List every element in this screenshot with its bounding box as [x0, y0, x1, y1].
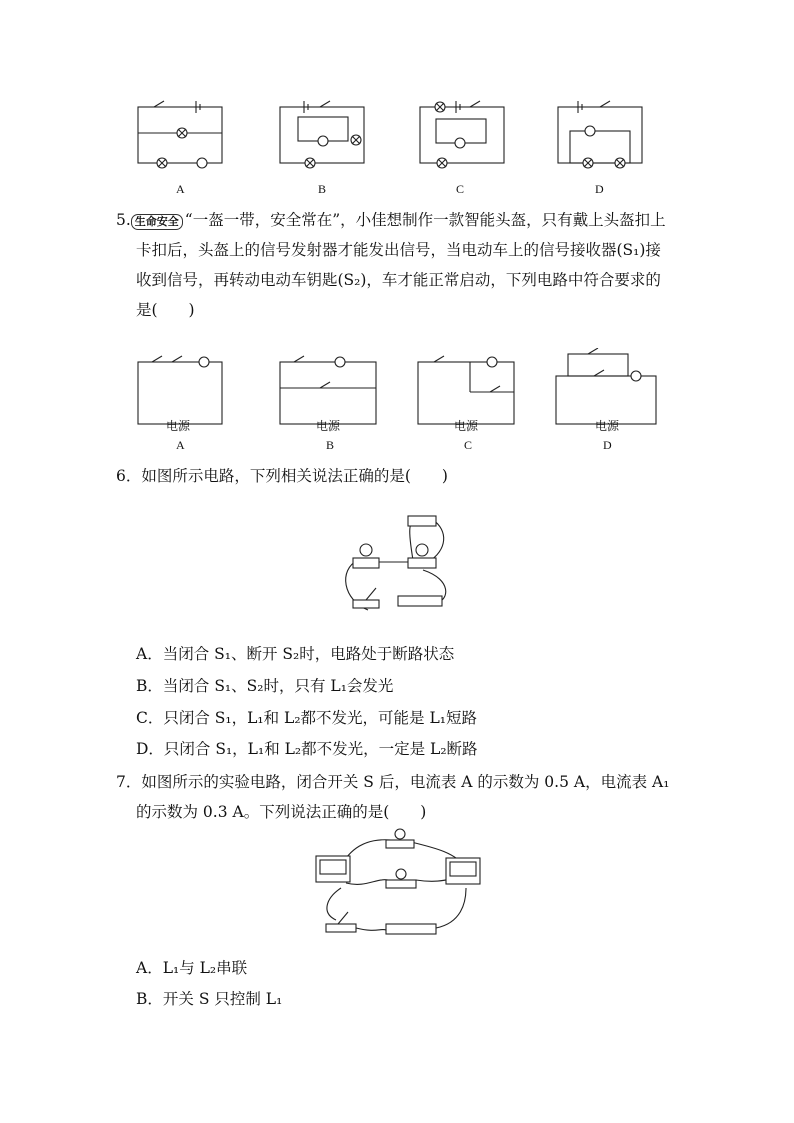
- q5-text: [116, 205, 686, 325]
- q7-option-b: B．开关 S 只控制 L₁: [136, 990, 283, 1008]
- q4-label-b: B: [318, 182, 327, 196]
- q5-power-b: 电源: [316, 419, 341, 433]
- q5-line4: 是( ): [136, 301, 195, 319]
- q4-label-d: D: [595, 182, 604, 196]
- q6-option-d: D．只闭合 S₁，L₁和 L₂都不发光，一定是 L₂断路: [136, 740, 478, 758]
- q4-circuit-figures: [130, 95, 650, 205]
- q5-power-c: 电源: [454, 419, 479, 433]
- q4-label-a: A: [176, 182, 185, 196]
- q5-label-a: A: [176, 438, 185, 452]
- q6-option-c: C．只闭合 S₁，L₁和 L₂都不发光，可能是 L₁短路: [136, 709, 477, 727]
- q5-label-b: B: [326, 438, 335, 452]
- q7-stem: [116, 767, 686, 827]
- q5-number: 5.: [116, 211, 131, 229]
- q5-power-a: 电源: [166, 419, 191, 433]
- q6-option-b: B．当闭合 S₁、S₂时，只有 L₁会发光: [136, 677, 394, 695]
- q5-label-d: D: [603, 438, 612, 452]
- q7-circuit-figure: [306, 828, 496, 943]
- q4-label-c: C: [456, 182, 465, 196]
- q5-line1: 5. 生命安全 “一盔一带，安全常在”，小佳想制作一款智能头盔，只有戴上头盔扣上: [116, 211, 666, 229]
- q7-stem-line1: 7．如图所示的实验电路，闭合开关 S 后，电流表 A 的示数为 0.5 A，电流表 A₁: [116, 773, 670, 791]
- q5-label-c: C: [464, 438, 473, 452]
- q5-power-d: 电源: [595, 419, 620, 433]
- q6-stem: 6．如图所示电路，下列相关说法正确的是( ): [116, 467, 448, 485]
- q5-line2: 卡扣后，头盔上的信号发射器才能发出信号，当电动车上的信号接收器(S₁)接: [136, 241, 661, 259]
- q5-topic-tag: 生命安全: [131, 214, 183, 230]
- q6-circuit-figure: [338, 500, 458, 620]
- q7-option-a: A．L₁与 L₂串联: [136, 959, 248, 977]
- q6-option-a: A．当闭合 S₁、断开 S₂时，电路处于断路状态: [136, 645, 455, 663]
- q7-stem-line2: 的示数为 0.3 A。下列说法正确的是( ): [136, 803, 427, 821]
- q5-circuit-figures: [130, 348, 670, 430]
- q5-line3: 收到信号，再转动电动车钥匙(S₂)，车才能正常启动，下列电路中符合要求的: [136, 271, 661, 289]
